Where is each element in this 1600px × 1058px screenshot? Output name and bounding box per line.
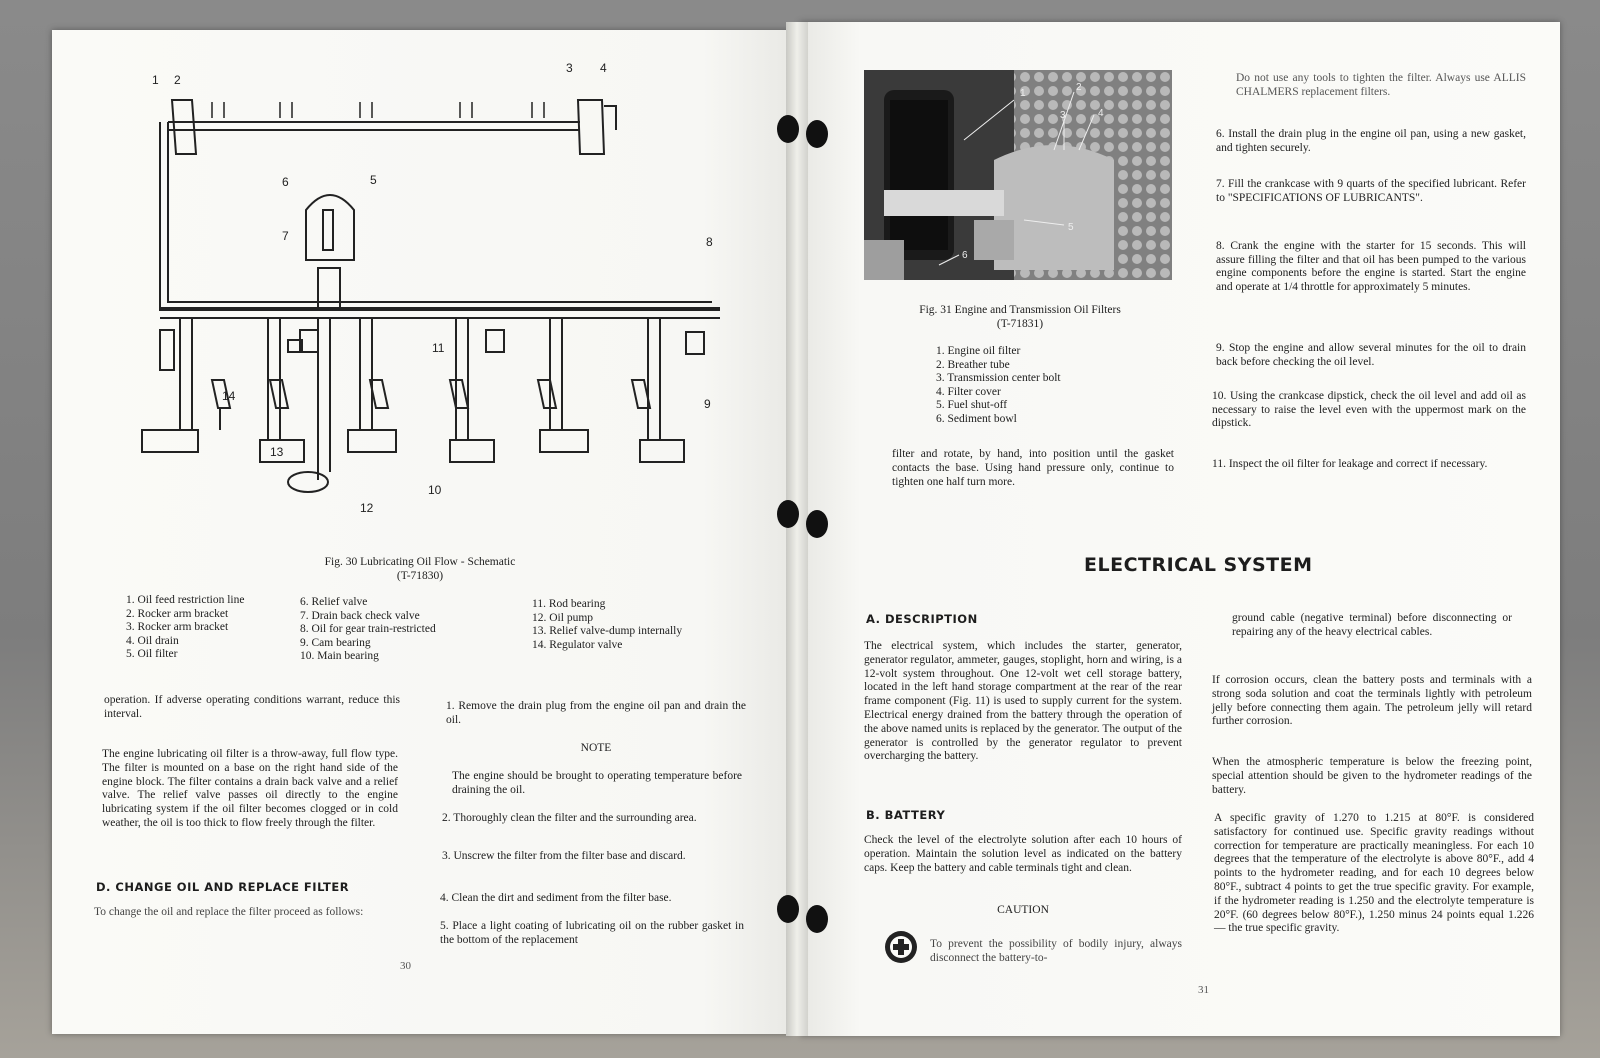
fig30-legend-col2 (300, 596, 436, 664)
paragraph: When the atmospheric temperature is below the freezing point, special attention should be given to the hydrometer readings of the battery. (1212, 756, 1532, 796)
paragraph: To change the oil and replace the filter proceed as follows: (94, 906, 364, 918)
callout-9: 9 (704, 397, 711, 411)
photo-callout-6: 6 (962, 250, 968, 261)
legend-item: 3. Transmission center bolt (936, 372, 1061, 385)
legend-item: 8. Oil for gear train-restricted (300, 623, 436, 636)
paragraph: filter and rotate, by hand, into position until the gasket contacts the base. Using hand pressure only, continue to tighten one half turn more. (892, 448, 1174, 488)
book-gutter (786, 22, 808, 1036)
step-6: 6. Install the drain plug in the engine oil pan, using a new gasket, and tighten securely. (1216, 128, 1526, 154)
oil-flow-schematic (120, 60, 760, 530)
section-heading-b: B. BATTERY (866, 808, 946, 822)
step-4: 4. Clean the dirt and sediment from the filter base. (440, 892, 672, 904)
legend-item: 2. Rocker arm bracket (126, 607, 229, 620)
page-number-left: 30 (400, 960, 411, 972)
legend-item: 1. Engine oil filter (936, 345, 1021, 357)
callout-7: 7 (282, 229, 289, 243)
step-3: 3. Unscrew the filter from the filter base and discard. (442, 850, 686, 862)
caution-heading: CAUTION (997, 904, 1049, 916)
binder-hole (777, 895, 799, 923)
legend-item: 7. Drain back check valve (300, 609, 420, 622)
fig30-legend-col1 (126, 594, 244, 662)
section-title: ELECTRICAL SYSTEM (1084, 554, 1313, 576)
step-2: 2. Thoroughly clean the filter and the surrounding area. (442, 812, 697, 824)
note-text: The engine should be brought to operating temperature before draining the oil. (452, 770, 742, 796)
legend-item: 4. Oil drain (126, 634, 179, 647)
paragraph: The electrical system, which includes the starter, generator, generator regulator, ammeter, gauges, stoplight, horn and wiring, is a 12-volt system throughout. One 12-volt wet cell storage battery, located in the left hand storage compartment at the rear of the rear frame component (Fig. 11) is used to supply current for the system. Electrical energy drained from the battery through the operation of the above named units is replaced by the generator. The output of the generator is controlled by the generator regulator to prevent overcharging the battery. (864, 640, 1182, 763)
callout-14: 14 (222, 389, 236, 403)
callout-10: 10 (428, 483, 442, 497)
fig31-caption: Fig. 31 Engine and Transmission Oil Filters (919, 304, 1121, 316)
fig30-code: (T-71830) (396, 570, 444, 582)
page-number-right: 31 (1198, 984, 1209, 996)
fig30-legend-col3 (532, 598, 682, 652)
legend-item: 14. Regulator valve (532, 638, 623, 651)
callout-3: 3 (566, 61, 573, 75)
step-5: 5. Place a light coating of lubricating oil on the rubber gasket in the bottom of the replacement (440, 920, 744, 946)
legend-item: 9. Cam bearing (300, 636, 371, 649)
step-11: 11. Inspect the oil filter for leakage and correct if necessary. (1212, 458, 1488, 470)
step-7: 7. Fill the crankcase with 9 quarts of the specified lubricant. Refer to "SPECIFICATIONS OF LUBRICANTS". (1216, 178, 1526, 204)
callout-12: 12 (360, 501, 374, 515)
photo-callout-4: 4 (1098, 108, 1104, 119)
legend-item: 12. Oil pump (532, 611, 594, 624)
binder-hole (777, 500, 799, 528)
legend-item: 1. Oil feed restriction line (126, 594, 245, 606)
binder-hole (777, 115, 799, 143)
callout-1: 1 (152, 73, 159, 87)
legend-item: 2. Breather tube (936, 358, 1010, 371)
legend-item: 13. Relief valve-dump internally (532, 625, 683, 638)
fig30-caption: Fig. 30 Lubricating Oil Flow - Schematic (324, 556, 516, 568)
binder-hole (806, 120, 828, 148)
oil-filter-photo (864, 70, 1172, 280)
callout-13: 13 (270, 445, 284, 459)
binder-hole (806, 905, 828, 933)
callout-11: 11 (432, 341, 445, 355)
safety-cross-icon (884, 930, 918, 964)
paragraph: ground cable (negative terminal) before disconnecting or repairing any of the heavy electrical cables. (1232, 612, 1512, 638)
legend-item: 5. Fuel shut-off (936, 399, 1008, 412)
step-9: 9. Stop the engine and allow several minutes for the oil to drain back before checking the oil level. (1216, 342, 1526, 368)
legend-item: 11. Rod bearing (532, 598, 606, 610)
fig31-code: (T-71831) (996, 318, 1044, 330)
photo-callout-2: 2 (1076, 82, 1082, 93)
legend-item: 6. Sediment bowl (936, 412, 1017, 425)
photo-callout-5: 5 (1068, 222, 1074, 233)
fig31-legend (936, 345, 1061, 427)
legend-item: 5. Oil filter (126, 648, 178, 661)
caution-text: To prevent the possibility of bodily injury, always disconnect the battery-to- (930, 938, 1182, 964)
paragraph: The engine lubricating oil filter is a throw-away, full flow type. The filter is mounted on a base on the right hand side of the engine block. The filter contains a drain back valve and a relief valve. The relief valve passes oil directly to the engine lubricating system if the oil filter becomes clogged or in cold weather, the oil is too thick to flow freely through the filter. (102, 748, 398, 829)
tool-note: Do not use any tools to tighten the filter. Always use ALLIS CHALMERS replacement filters. (1236, 72, 1526, 98)
step-1: 1. Remove the drain plug from the engine oil pan and drain the oil. (446, 700, 746, 726)
photo-callout-3: 3 (1060, 110, 1066, 121)
paragraph: operation. If adverse operating conditions warrant, reduce this interval. (104, 694, 400, 720)
paragraph: If corrosion occurs, clean the battery posts and terminals with a strong soda solution and coat the terminals lightly with petroleum jelly before connecting them again. The petroleum jelly will retard further corrosion. (1212, 674, 1532, 728)
legend-item: 3. Rocker arm bracket (126, 621, 229, 634)
section-heading-d: D. CHANGE OIL AND REPLACE FILTER (96, 880, 350, 894)
callout-4: 4 (600, 61, 607, 75)
legend-item: 4. Filter cover (936, 385, 1001, 398)
legend-item: 6. Relief valve (300, 596, 368, 608)
callout-8: 8 (706, 235, 713, 249)
step-8: 8. Crank the engine with the starter for 15 seconds. This will assure filling the filter and that oil has been pumped to the various engine components before the engine is started. Start the engine and operate at 1/4 throttle for approximately 5 minutes. (1216, 240, 1526, 293)
legend-item: 10. Main bearing (300, 650, 379, 663)
paragraph: A specific gravity of 1.270 to 1.215 at 80°F. is considered satisfactory for continued use. Specific gravity readings without correction for temperature are practically meaningless. For each 10 degrees that the temperature of the electrolyte is above 80°F., add 4 points to the hydrometer reading, and for each 10 degrees below 80°F., subtract 4 points to get the true specific gravity. For example, if the hydrometer reading is 1.250 and the electrolyte temperature is 20°F. (60 degrees below 80°F.), 1.250 minus 24 points equal 1.226 — the true specific gravity. (1214, 812, 1534, 935)
callout-2: 2 (174, 73, 181, 87)
note-heading: NOTE (580, 742, 612, 754)
callout-5: 5 (370, 173, 377, 187)
paragraph: Check the level of the electrolyte solution after each 10 hours of operation. Maintain the solution level as indicated on the battery caps. Keep the battery and cable terminals tight and clean. (864, 834, 1182, 874)
binder-hole (806, 510, 828, 538)
section-heading-a: A. DESCRIPTION (866, 612, 978, 626)
step-10: 10. Using the crankcase dipstick, check the oil level and add oil as necessary to raise the level even with the uppermost mark on the dipstick. (1212, 390, 1526, 430)
callout-6: 6 (282, 175, 289, 189)
photo-callout-1: 1 (1020, 88, 1026, 99)
